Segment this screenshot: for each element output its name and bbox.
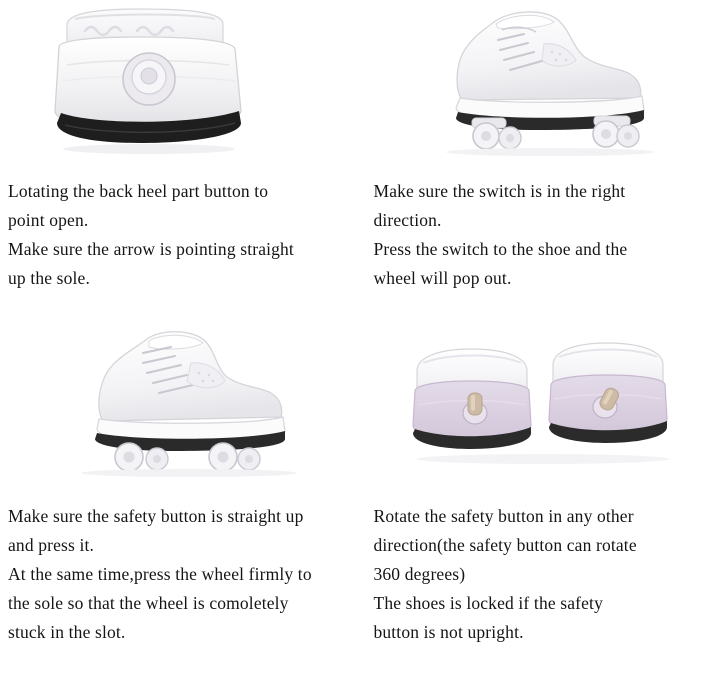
caption-line: direction. bbox=[373, 210, 442, 231]
caption-line: button is not upright. bbox=[373, 622, 524, 642]
caption-line: the sole so that the wheel is comoletely bbox=[8, 592, 289, 613]
heel-closeup-illustration bbox=[45, 7, 305, 157]
panel-1-caption bbox=[8, 178, 342, 293]
caption-line: Lotating the back heel part button to bbox=[8, 181, 269, 201]
pair-of-heels-safety-button-photo bbox=[374, 319, 714, 489]
panel-4-caption bbox=[374, 503, 714, 647]
caption-line: stuck in the slot. bbox=[8, 622, 126, 642]
skate-shoe-wheels-illustration bbox=[398, 6, 688, 158]
panel-3 bbox=[0, 295, 360, 649]
panel-2 bbox=[360, 0, 719, 295]
caption-line: At the same time,press the wheel firmly to bbox=[8, 563, 312, 584]
shoe-with-wheels-out-photo bbox=[374, 2, 714, 162]
panel-1 bbox=[0, 0, 360, 295]
caption-line: Press the switch to the shoe and the bbox=[373, 239, 628, 260]
caption-line: and press it. bbox=[8, 534, 95, 555]
caption-line: 360 degrees) bbox=[373, 563, 466, 584]
skate-shoe-side-illustration bbox=[25, 329, 325, 479]
caption-line: Rotate the safety button in any other bbox=[373, 505, 634, 526]
left-heel bbox=[413, 349, 531, 449]
caption-line: The shoes is locked if the safety bbox=[373, 592, 603, 613]
caption-line: Make sure the switch is in the right bbox=[373, 181, 626, 201]
caption-line: Make sure the safety button is straight up bbox=[8, 505, 304, 526]
panel-3-caption bbox=[8, 503, 342, 647]
panel-2-caption bbox=[374, 178, 714, 293]
heel-pair-illustration bbox=[393, 329, 693, 479]
panel-4 bbox=[360, 295, 719, 649]
caption-line: wheel will pop out. bbox=[373, 268, 512, 289]
caption-line: Make sure the arrow is pointing straight bbox=[8, 239, 294, 260]
caption-line: direction(the safety button can rotate bbox=[373, 534, 637, 555]
right-heel bbox=[549, 343, 667, 443]
caption-line: point open. bbox=[8, 210, 89, 231]
shoe-heel-button-closeup-photo bbox=[8, 2, 342, 162]
caption-line: up the sole. bbox=[8, 268, 90, 289]
shoe-side-view-wheels-photo bbox=[8, 319, 342, 489]
